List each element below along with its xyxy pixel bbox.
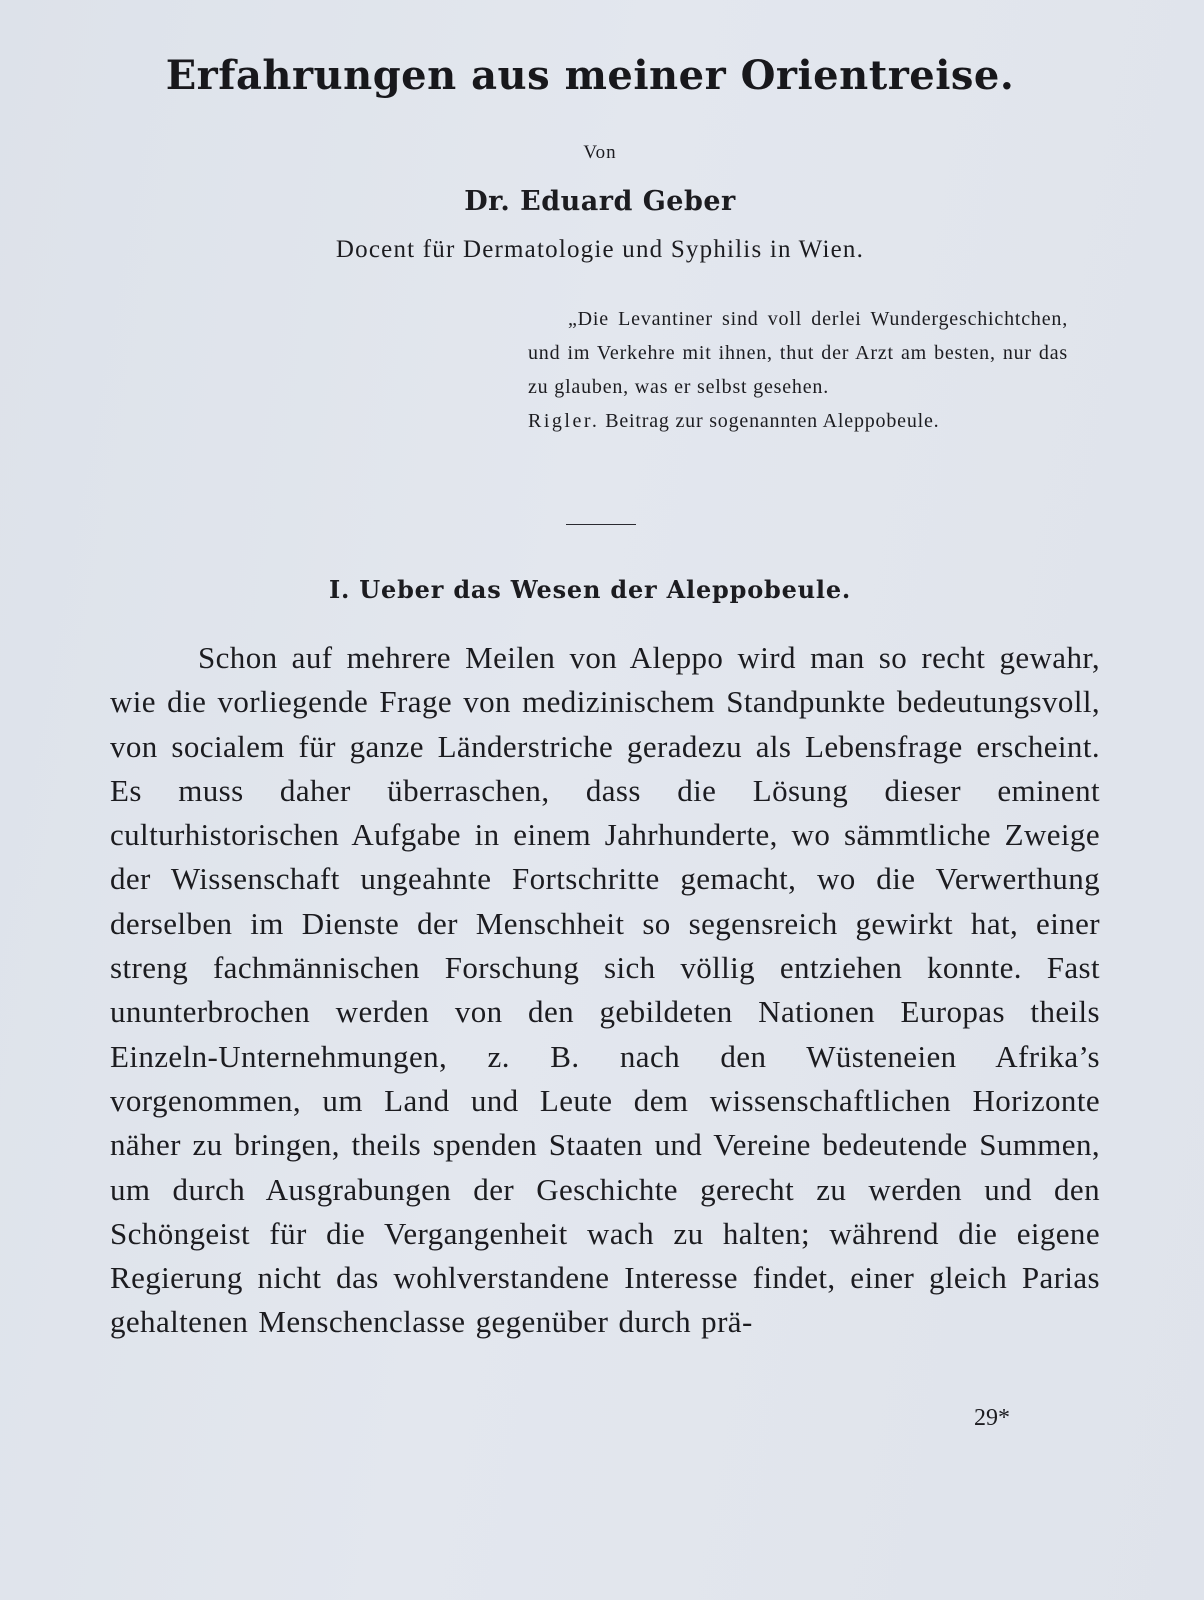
page-number: 29* — [974, 1405, 1010, 1431]
byline-prefix: Von — [583, 142, 617, 163]
body-paragraph: Schon auf mehrere Meilen von Aleppo wird man so recht gewahr, wie die vorliegende Frage von medizinischem Standpunkte bedeutungsvoll, von socialem für ganze Länderstriche geradezu als Lebensfrage erscheint. Es muss daher überraschen, dass die Lösung dieser eminent culturhistorischen Aufgabe in einem Jahrhunderte, wo sämmtliche Zweige der Wissenschaft ungeahnte Fortschritte gemacht, wo die Verwerthung derselben im Dienste der Menschheit so segensreich gewirkt hat, einer streng fachmännischen Forschung sich völlig entziehen konnte. Fast ununterbrochen werden von den gebildeten Nationen Europas theils Einzeln-Unternehmungen, z. B. nach den Wüsteneien Afrika’s vorgenommen, um Land und Leute dem wissenschaftlichen Horizonte näher zu bringen, theils spenden Staaten und Vereine bedeutende Summen, um durch Ausgrabungen der Geschichte gerecht zu werden und den Schöngeist für die Vergangenheit wach zu halten; während die eigene Regierung nicht das wohlverstandene Interesse findet, einer gleich Parias gehaltenen Menschenclasse gegenüber durch prä- — [110, 640, 1100, 1340]
section-divider — [566, 524, 636, 525]
epigraph-quote: „Die Levantiner sind voll derlei Wundergeschichtchen, und im Verkehre mit ihnen, thut der Arzt am besten, nur das zu glauben, was er selbst gesehen. — [528, 308, 1068, 398]
author-name: Dr. Eduard Geber — [464, 186, 736, 217]
article-title: Erfahrungen aus meiner Orientreise. — [165, 52, 1015, 99]
section-heading: I. Ueber das Wesen der Aleppobeule. — [328, 575, 852, 604]
epigraph-attribution-work: Beitrag zur sogenannten Aleppobeule. — [605, 410, 940, 432]
author-affiliation: Docent für Dermatologie und Syphilis in Wien. — [335, 236, 865, 263]
epigraph-attribution-name: Rigler. — [528, 410, 600, 432]
epigraph-attribution — [528, 404, 1068, 438]
epigraph — [528, 302, 1068, 438]
